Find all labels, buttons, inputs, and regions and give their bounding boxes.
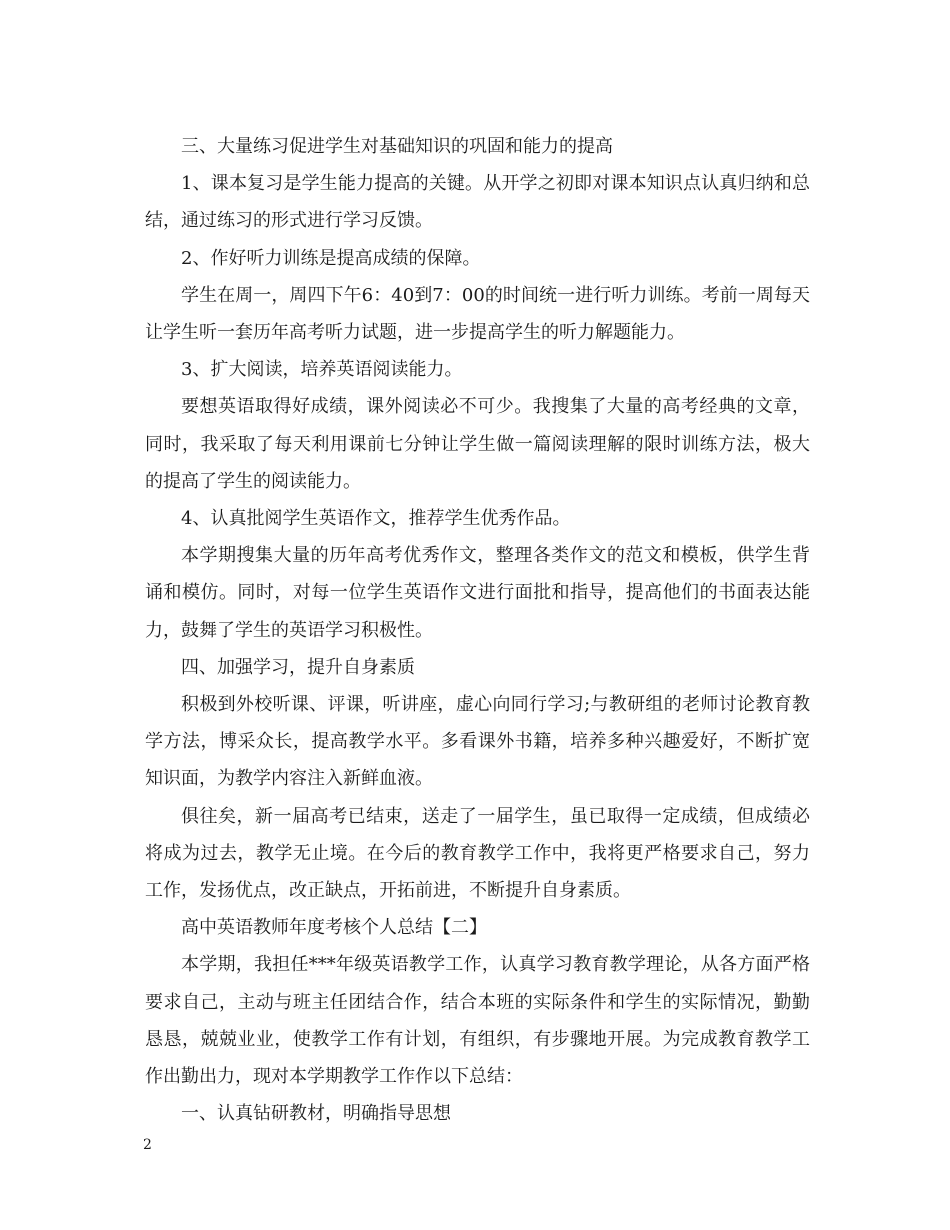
heading-section-four: 四、加强学习，提升自身素质 <box>181 656 415 678</box>
paragraph-textbook-review: 1、课本复习是学生能力提高的关键。从开学之初即对课本知识点认真归纳和总结，通过练习的形式进行学习反馈。 <box>145 173 810 232</box>
document-body <box>145 128 810 1132</box>
heading-summary-two: 高中英语教师年度考核个人总结【二】 <box>181 917 487 939</box>
paragraph-conclusion: 俱往矣，新一届高考已结束，送走了一届学生，虽已取得一定成绩，但成绩必将成为过去，教学无止境。在今后的教育教学工作中，我将更严格要求自己，努力工作，发扬优点，改正缺点，开拓前进，不断提升自身素质。 <box>145 805 810 902</box>
paragraph-writing-heading: 4、认真批阅学生英语作文，推荐学生优秀作品。 <box>181 508 571 530</box>
paragraph-listening-detail: 学生在周一，周四下午6：40到7：00的时间统一进行听力训练。考前一周每天让学生听一套历年高考听力试题，进一步提高学生的听力解题能力。 <box>145 284 810 344</box>
paragraph-study-detail: 积极到外校听课、评课，听讲座，虚心向同行学习;与教研组的老师讨论教育教学方法，博采众长，提高教学水平。多看课外书籍，培养多种兴趣爱好，不断扩宽知识面，为教学内容注入新鲜血液。 <box>145 694 810 790</box>
heading-section-one: 一、认真钻研教材，明确指导思想 <box>181 1103 451 1125</box>
paragraph-writing-detail: 本学期搜集大量的历年高考优秀作文，整理各类作文的范文和模板，供学生背诵和模仿。同时，对每一位学生英语作文进行面批和指导，提高他们的书面表达能力，鼓舞了学生的英语学习积极性。 <box>145 545 810 641</box>
paragraph-reading-heading: 3、扩大阅读，培养英语阅读能力。 <box>181 359 463 381</box>
heading-section-three: 三、大量练习促进学生对基础知识的巩固和能力的提高 <box>181 136 613 157</box>
page-number: 2 <box>143 1137 152 1153</box>
paragraph-reading-detail: 要想英语取得好成绩，课外阅读必不可少。我搜集了大量的高考经典的文章，同时，我采取了每天利用课前七分钟让学生做一篇阅读理解的限时训练方法，极大的提高了学生的阅读能力。 <box>145 396 810 492</box>
paragraph-semester-intro: 本学期，我担任***年级英语教学工作，认真学习教育教学理论，从各方面严格要求自己，主动与班主任团结合作，结合本班的实际条件和学生的实际情况，勤勤恳恳，兢兢业业，使教学工作有计划，有组织，有步骤地开展。为完成教育教学工作出勤出力，现对本学期教学工作作以下总结： <box>145 954 810 1088</box>
paragraph-listening-heading: 2、作好听力训练是提高成绩的保障。 <box>181 247 481 269</box>
